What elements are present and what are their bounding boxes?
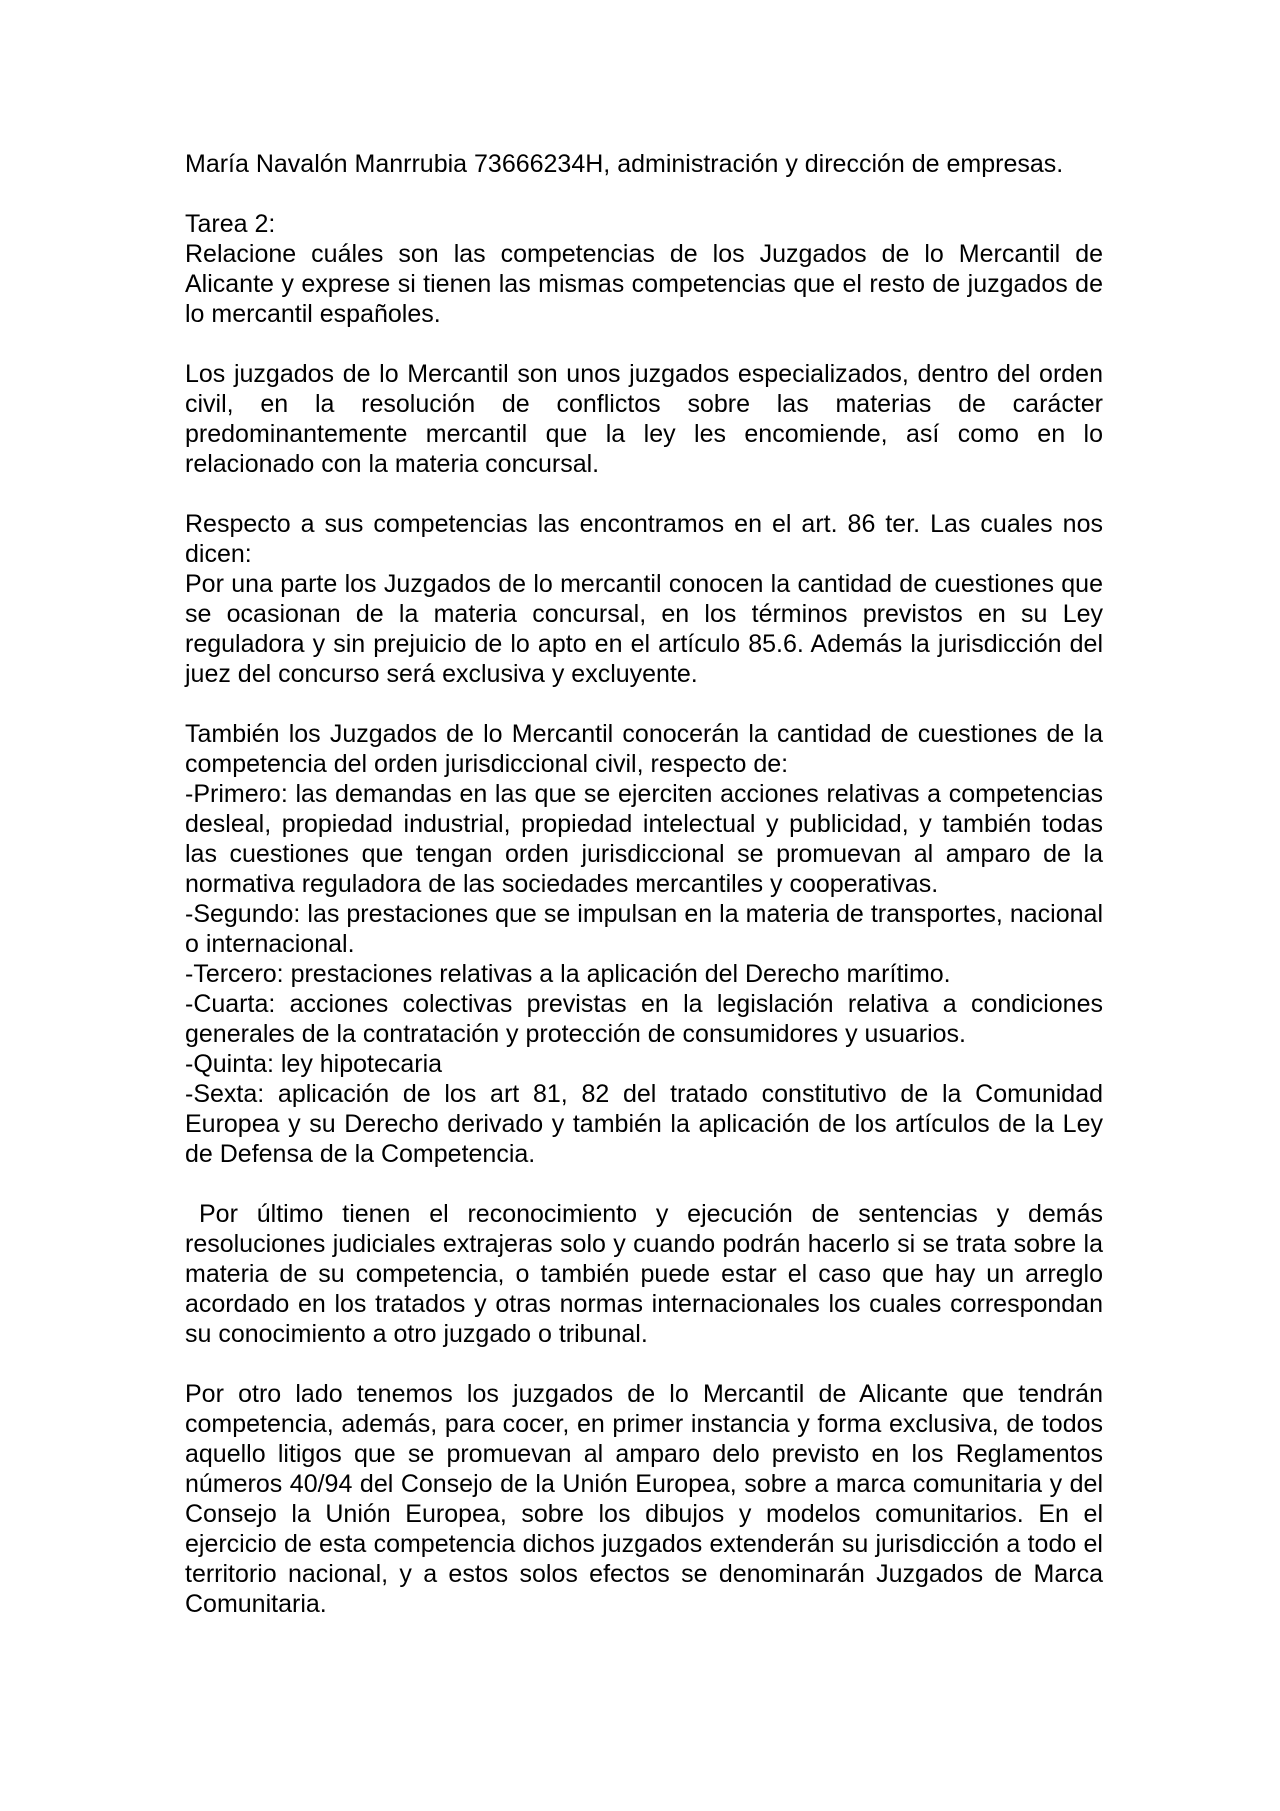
spacer bbox=[185, 1169, 1103, 1199]
document-page bbox=[185, 149, 1103, 1619]
paragraph-alicante: Por otro lado tenemos los juzgados de lo Mercantil de Alicante que tendrán competencia, además, para cocer, en primer instancia y forma exclusiva, de todos aquello litigos que se promuevan al amparo delo previsto en los Reglamentos números 40/94 del Consejo de la Unión Europea, sobre a marca comunitaria y del Consejo la Unión Europea, sobre los dibujos y modelos comunitarios. En el ejercicio de esta competencia dichos juzgados extenderán su jurisdicción a todo el territorio nacional, y a estos solos efectos se denominarán Juzgados de Marca Comunitaria. bbox=[185, 1380, 1103, 1618]
author-header: María Navalón Manrrubia 73666234H, administración y dirección de empresas. bbox=[185, 150, 1064, 178]
list-item-sexta: -Sexta: aplicación de los art 81, 82 del tratado constitutivo de la Comunidad Europea y su Derecho derivado y también la aplicación de los artículos de la Ley de Defensa de la Competencia. bbox=[185, 1080, 1103, 1168]
list-item-cuarta: -Cuarta: acciones colectivas previstas en la legislación relativa a condiciones generales de la contratación y protección de consumidores y usuarios. bbox=[185, 990, 1103, 1048]
spacer bbox=[185, 329, 1103, 359]
paragraph-intro: Los juzgados de lo Mercantil son unos juzgados especializados, dentro del orden civil, en la resolución de conflictos sobre las materias de carácter predominantemente mercantil que la ley les encomiende, así como en lo relacionado con la materia concursal. bbox=[185, 360, 1103, 478]
paragraph-competencias-ref: Respecto a sus competencias las encontramos en el art. 86 ter. Las cuales nos dicen: bbox=[185, 510, 1103, 568]
list-item-segundo: -Segundo: las prestaciones que se impulsan en la materia de transportes, nacional o internacional. bbox=[185, 900, 1103, 958]
spacer bbox=[185, 1349, 1103, 1379]
spacer bbox=[185, 179, 1103, 209]
spacer bbox=[185, 479, 1103, 509]
spacer bbox=[185, 689, 1103, 719]
list-item-primero: -Primero: las demandas en las que se ejerciten acciones relativas a competencias desleal, propiedad industrial, propiedad intelectual y publicidad, y también todas las cuestiones que tengan orden jurisdiccional se promuevan al amparo de la normativa reguladora de las sociedades mercantiles y cooperativas. bbox=[185, 780, 1103, 898]
paragraph-ultimo: Por último tienen el reconocimiento y ejecución de sentencias y demás resoluciones judiciales extrajeras solo y cuando podrán hacerlo si se trata sobre la materia de su competencia, o también puede estar el caso que hay un arreglo acordado en los tratados y otras normas internacionales los cuales correspondan su conocimiento a otro juzgado o tribunal. bbox=[185, 1200, 1103, 1348]
task-title: Tarea 2: bbox=[185, 210, 276, 238]
paragraph-concursal: Por una parte los Juzgados de lo mercantil conocen la cantidad de cuestiones que se ocasionan de la materia concursal, en los términos previstos en su Ley reguladora y sin prejuicio de lo apto en el artículo 85.6. Además la jurisdicción del juez del concurso será exclusiva y excluyente. bbox=[185, 570, 1103, 688]
list-item-tercero: -Tercero: prestaciones relativas a la aplicación del Derecho marítimo. bbox=[185, 960, 951, 988]
paragraph-civil-intro: También los Juzgados de lo Mercantil conocerán la cantidad de cuestiones de la competencia del orden jurisdiccional civil, respecto de: bbox=[185, 720, 1103, 778]
task-question: Relacione cuáles son las competencias de los Juzgados de lo Mercantil de Alicante y exprese si tienen las mismas competencias que el resto de juzgados de lo mercantil españoles. bbox=[185, 240, 1103, 328]
list-item-quinta: -Quinta: ley hipotecaria bbox=[185, 1050, 443, 1078]
